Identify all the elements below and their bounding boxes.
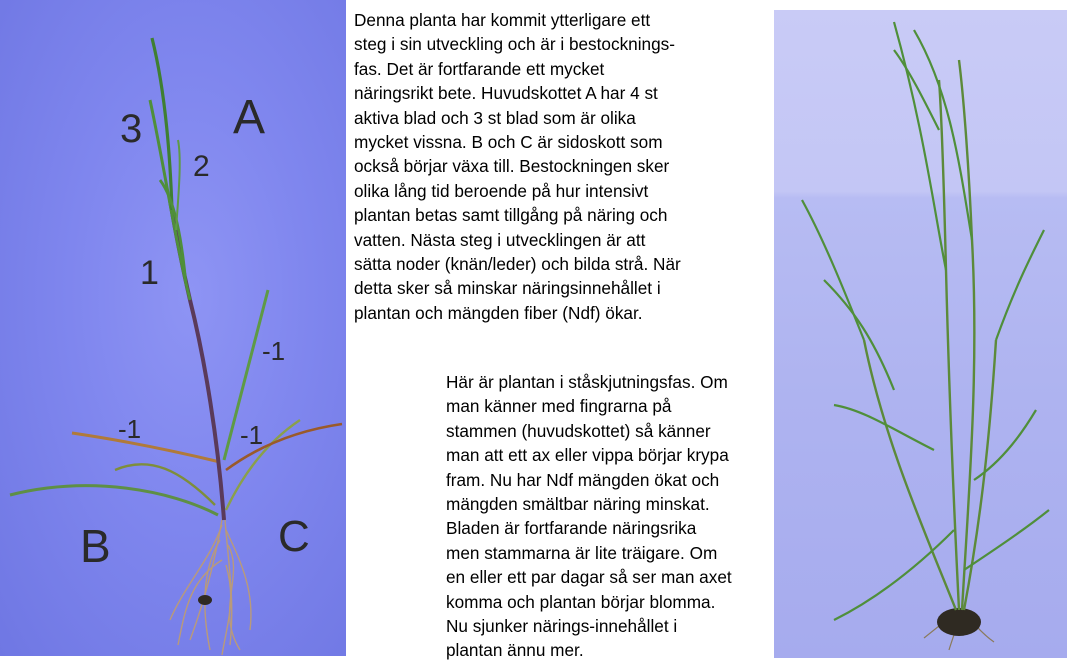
stem-elongation-plant-photo xyxy=(774,10,1067,658)
tiller-b-leaf-2 xyxy=(115,464,215,505)
tillering-plant-photo xyxy=(0,0,346,656)
label-dead-leaf-left: -1 xyxy=(118,414,142,444)
soil-clump xyxy=(198,595,212,605)
stems xyxy=(864,60,996,610)
label-shoot-c: C xyxy=(278,512,310,561)
leaf-2-sheath xyxy=(176,140,180,230)
label-leaf-3: 3 xyxy=(120,107,143,151)
dead-leaf-left xyxy=(72,433,220,462)
label-shoot-b: B xyxy=(80,520,111,572)
tillering-description: Denna planta har kommit ytterligare ett steg i sin utveckling och är i bestocknings- fas. Det är fortfarande ett mycket näringsrikt bete. Huvudskottet A har 4 st aktiva blad och 3 st blad som är olika mycket vissna. B och C är sidoskott som också börjar växa till. Bestockningen sker olika lång tid beroende på hur intensivt plantan betas samt tillgång på näring och vatten. Nästa steg i utvecklingen är att sätta noder (knän/leder) och bilda strå. När detta sker så minskar näringsinnehållet i plantan och mängden fiber (Ndf) ökar. xyxy=(354,10,681,323)
label-leaf-1: 1 xyxy=(140,254,159,292)
stem-elongation-description: Här är plantan i ståskjutningsfas. Om man känner med fingrarna på stammen (huvudskottet) så känner man att ett ax eller vippa börjar krypa fram. Nu har Ndf mängden ökat och mängden smältbar näring minskat. Bladen är fortfarande näringsrika men stammarna är lite träigare. Om en eller ett par dagar så ser man axet komma och plantan börjar blomma. Nu sjunker närings-innehållet i plantan ännu mer. xyxy=(446,372,732,661)
soil-clump xyxy=(937,608,981,636)
stem-elongation-plant-drawing xyxy=(774,10,1067,658)
label-dead-leaf-right-upper: -1 xyxy=(262,336,286,366)
label-leaf-2: 2 xyxy=(193,150,210,183)
tiller-b-leaf xyxy=(10,486,218,515)
tillering-plant-drawing xyxy=(0,0,346,656)
label-shoot-a: A xyxy=(233,91,266,144)
roots xyxy=(170,520,251,655)
label-dead-leaf-right-lower: -1 xyxy=(240,420,264,450)
leaves xyxy=(802,22,1049,620)
